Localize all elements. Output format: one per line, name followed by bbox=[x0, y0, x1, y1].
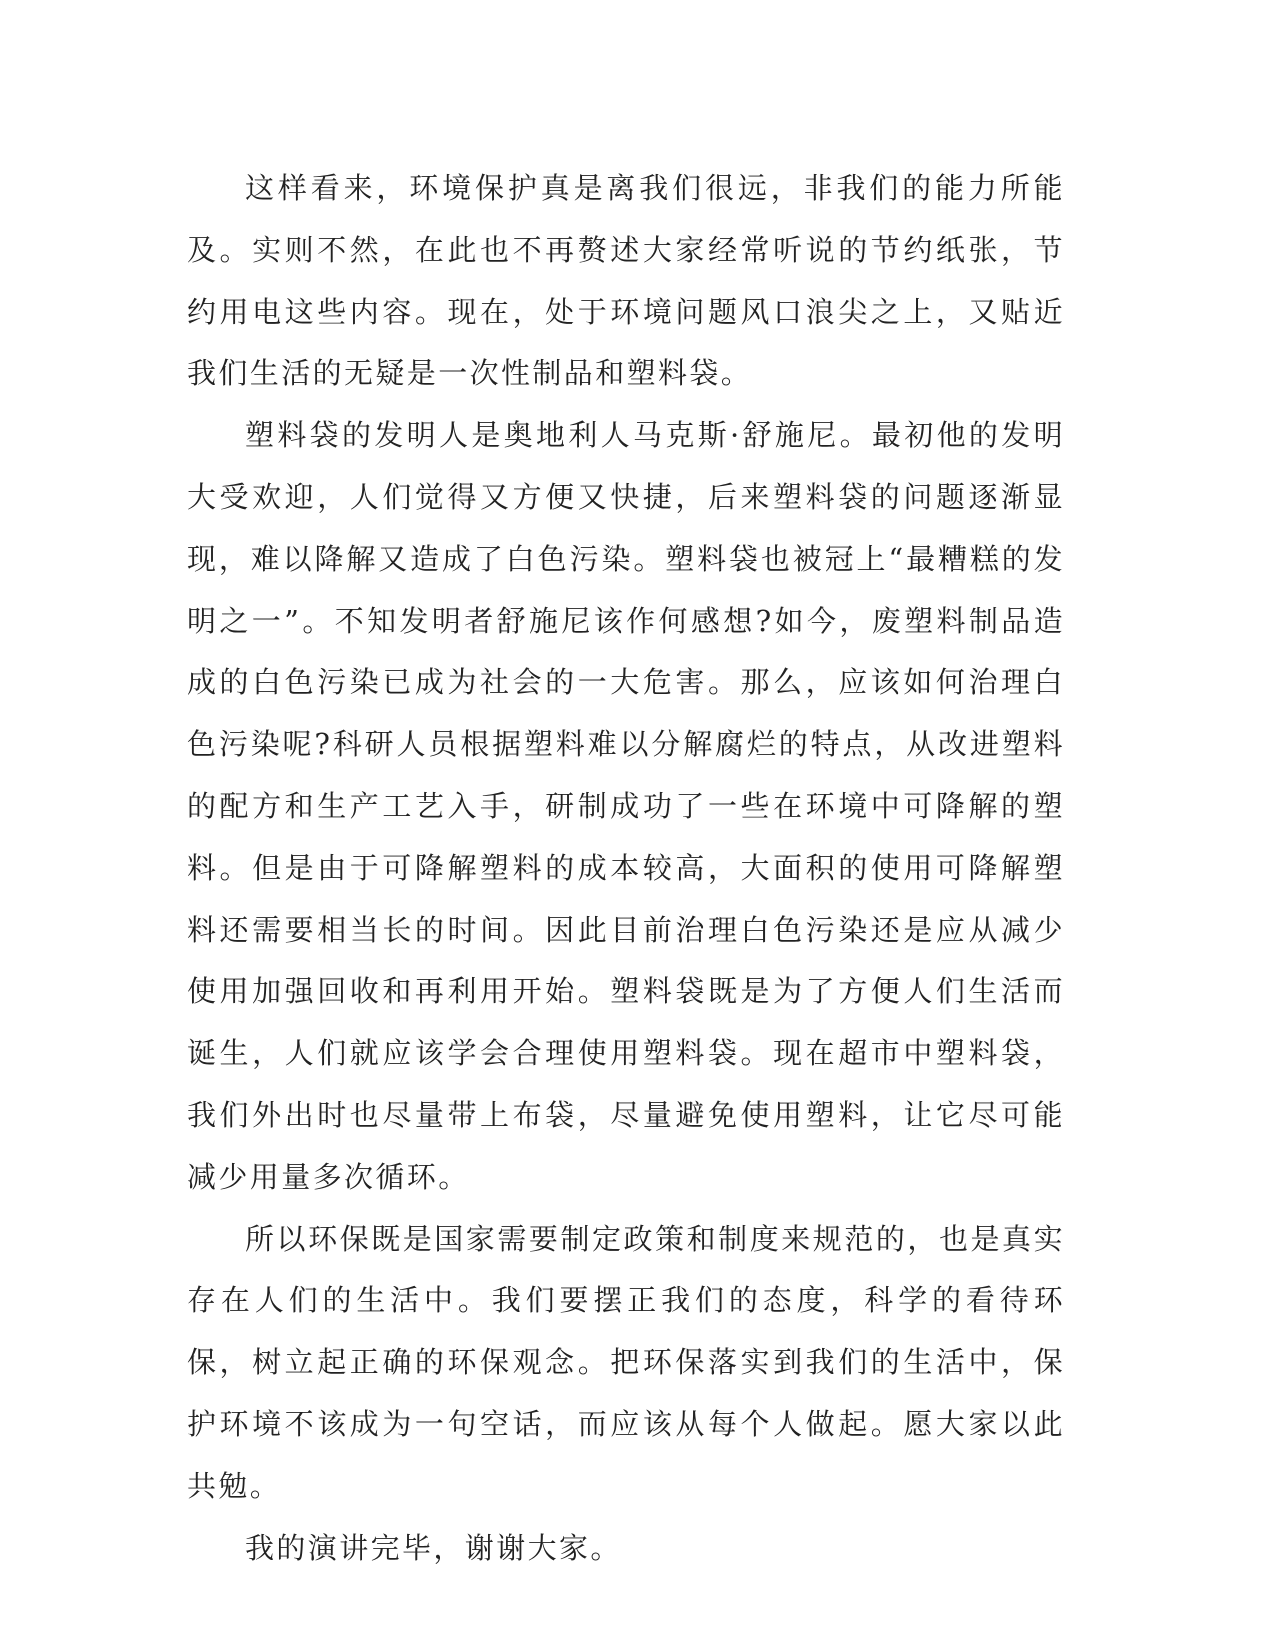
paragraph-conclusion: 所以环保既是国家需要制定政策和制度来规范的，也是真实存在人们的生活中。我们要摆正我们的态度，科学的看待环保，树立起正确的环保观念。把环保落实到我们的生活中，保护环境不该成为一句空话，而应该从每个人做起。愿大家以此共勉。 bbox=[187, 1221, 1065, 1503]
paragraph-plastic-bag-history: 塑料袋的发明人是奥地利人马克斯·舒施尼。最初他的发明大受欢迎，人们觉得又方便又快捷，后来塑料袋的问题逐渐显现，难以降解又造成了白色污染。塑料袋也被冠上“最糟糕的发明之一”。不知发明者舒施尼该作何感想?如今，废塑料制品造成的白色污染已成为社会的一大危害。那么，应该如何治理白色污染呢?科研人员根据塑料难以分解腐烂的特点，从改进塑料的配方和生产工艺入手，研制成功了一些在环境中可降解的塑料。但是由于可降解塑料的成本较高，大面积的使用可降解塑料还需要相当长的时间。因此目前治理白色污染还是应从减少使用加强回收和再利用开始。塑料袋既是为了方便人们生活而诞生，人们就应该学会合理使用塑料袋。现在超市中塑料袋，我们外出时也尽量带上布袋，尽量避免使用塑料，让它尽可能减少用量多次循环。 bbox=[187, 418, 1065, 1194]
paragraph-environment-intro: 这样看来，环境保护真是离我们很远，非我们的能力所能及。实则不然，在此也不再赘述大家经常听说的节约纸张，节约用电这些内容。现在，处于环境问题风口浪尖之上，又贴近我们生活的无疑是一次性制品和塑料袋。 bbox=[187, 171, 1065, 391]
document-body bbox=[187, 158, 1065, 1579]
paragraph-closing-thanks: 我的演讲完毕，谢谢大家。 bbox=[245, 1530, 622, 1565]
